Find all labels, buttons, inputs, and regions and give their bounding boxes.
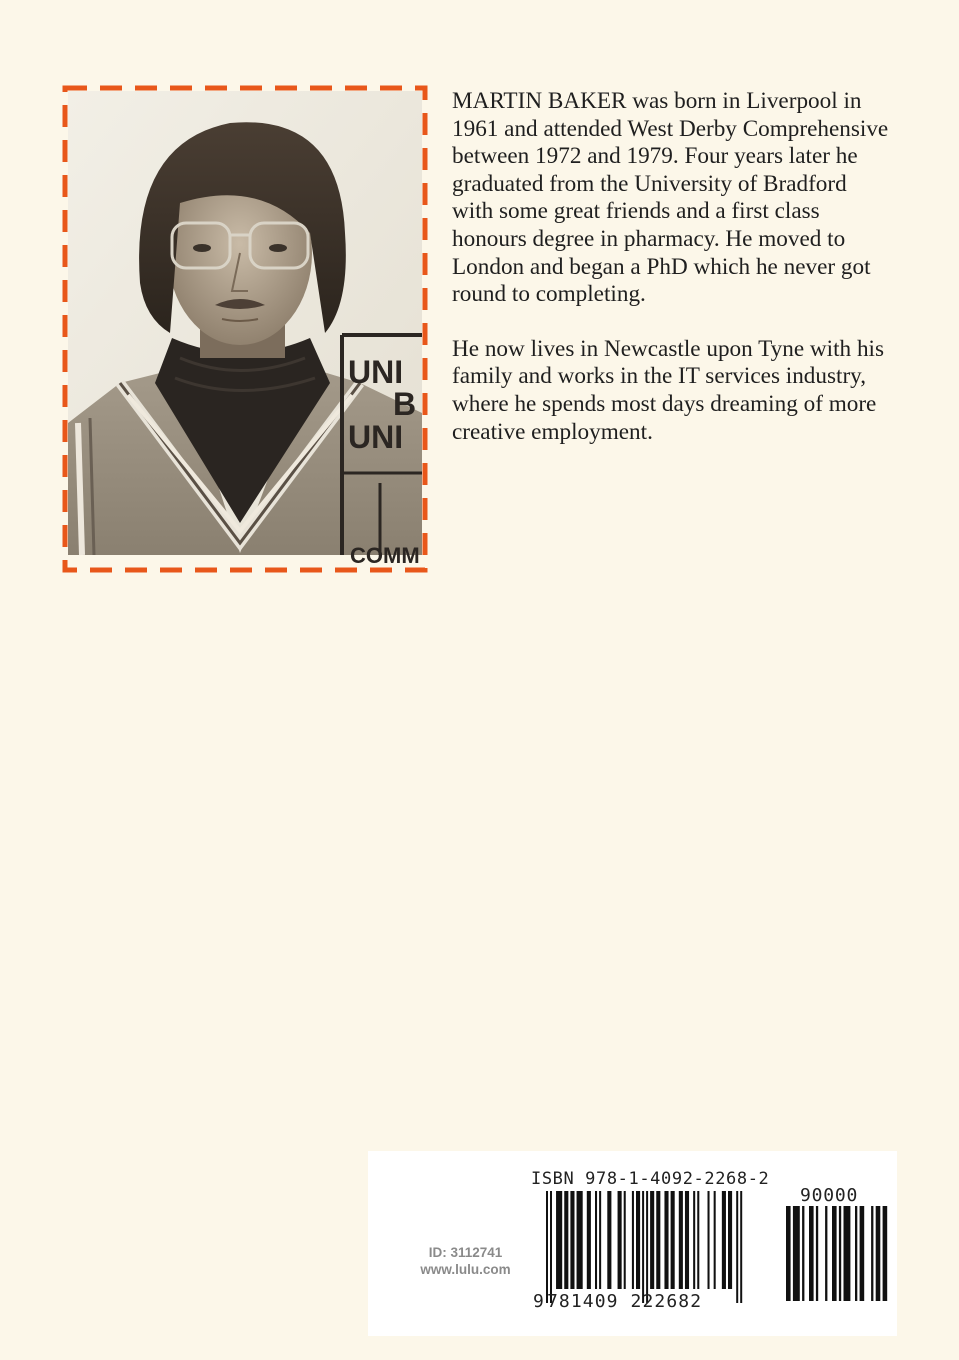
barcode-bar — [883, 1206, 888, 1301]
author-biography — [452, 88, 892, 473]
barcode-bar — [793, 1206, 800, 1301]
barcode-bar — [632, 1191, 634, 1289]
barcode-bar — [860, 1206, 865, 1301]
barcode-bar — [650, 1191, 654, 1289]
barcode-bar — [708, 1191, 710, 1289]
barcode-bar — [736, 1191, 738, 1303]
barcode-bar — [550, 1191, 552, 1303]
barcode-bar — [671, 1191, 675, 1289]
barcode-bar — [599, 1191, 601, 1289]
barcode-bar — [728, 1191, 732, 1289]
barcode-bar — [876, 1206, 881, 1301]
barcode-bar — [587, 1191, 591, 1289]
author-photo — [60, 83, 430, 575]
barcode-bar — [656, 1191, 660, 1289]
barcode-bar — [697, 1191, 699, 1289]
publisher-info — [398, 1244, 533, 1278]
barcode-bar — [802, 1206, 804, 1301]
barcode-bar — [624, 1191, 626, 1289]
barcode-bar — [564, 1191, 568, 1289]
lulu-id: ID: 3112741 — [428, 1245, 503, 1260]
barcode-bar — [664, 1191, 668, 1289]
author-photo-frame — [60, 83, 430, 575]
bio-paragraph: MARTIN BAKER was born in Liverpool in 1961 and attended West Derby Comprehensive between 1972 and 1979. Four years later he graduated from the University of Bradford with some great friends and a first class honours degree in pharmacy. He moved to London and began a PhD which he never got round to completing. — [452, 88, 889, 308]
barcode-bar — [646, 1191, 648, 1303]
barcode-bar — [595, 1191, 597, 1289]
lulu-url: www.lulu.com — [420, 1262, 511, 1277]
bio-paragraph: He now lives in Newcastle upon Tyne with his family and works in the IT services industry, where he spends most days dreaming of more creative employment. — [452, 335, 885, 445]
barcode-bar — [844, 1206, 851, 1301]
barcode-bar — [871, 1206, 873, 1301]
price-code: 90000 — [800, 1185, 859, 1206]
stamp-text-line: UNI — [348, 419, 404, 455]
ean-lead-digit: 9 — [533, 1291, 544, 1312]
barcode-bar — [607, 1191, 611, 1289]
barcode-bar — [642, 1191, 644, 1303]
barcode-bar — [855, 1206, 857, 1301]
barcode-bar — [570, 1191, 574, 1289]
barcode-bar — [693, 1191, 695, 1289]
stamp-text-line: UNI — [348, 354, 404, 390]
barcode-bar — [825, 1206, 827, 1301]
barcode-panel — [368, 1151, 897, 1336]
barcode-bar — [618, 1191, 622, 1289]
ean-digits: 781409 222682 — [547, 1291, 703, 1312]
barcode-bar — [816, 1206, 818, 1301]
barcode-bar — [546, 1191, 548, 1303]
barcode-bar — [636, 1191, 640, 1289]
barcode-bar — [685, 1191, 689, 1289]
barcode-bar — [740, 1191, 742, 1303]
barcode-bar — [714, 1191, 716, 1289]
barcode-bar — [577, 1191, 583, 1289]
barcode-bar — [679, 1191, 683, 1289]
isbn-label: ISBN 978-1-4092-2268-2 — [531, 1169, 770, 1189]
barcode-bar — [839, 1206, 841, 1301]
barcode-bar — [722, 1191, 726, 1289]
barcode-bar — [556, 1191, 562, 1289]
stamp-text-line: COMM — [350, 543, 420, 568]
stamp-text-line: B — [393, 386, 417, 422]
barcode-bar — [832, 1206, 837, 1301]
barcode-bar — [786, 1206, 791, 1301]
barcode-bar — [809, 1206, 814, 1301]
